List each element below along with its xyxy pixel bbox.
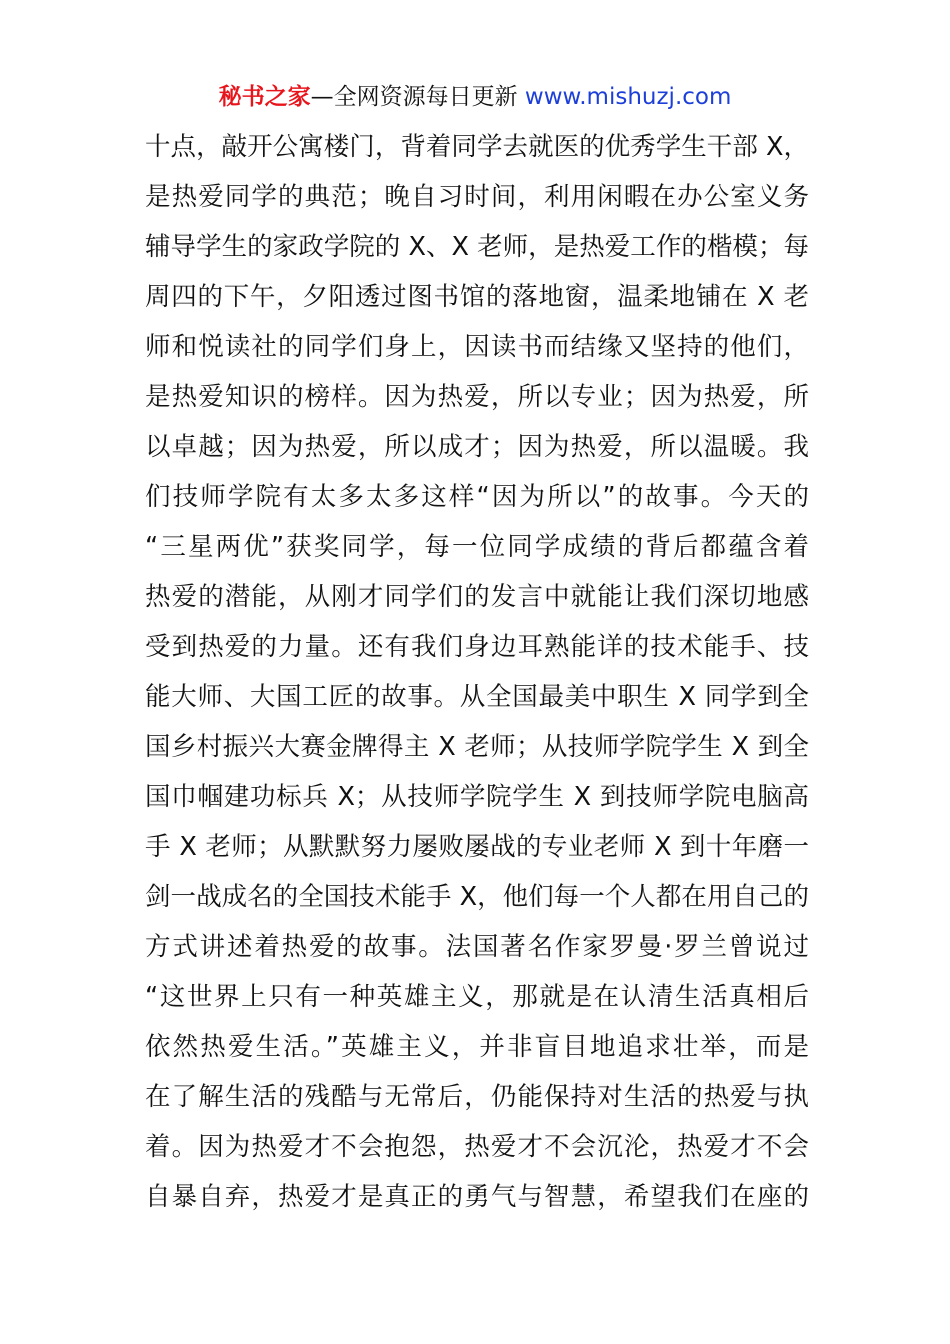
text-line: 是热爱同学的典范；晚自习时间，利用闲暇在办公室义务 (145, 182, 809, 212)
text-line: 周四的下午，夕阳透过图书馆的落地窗，温柔地铺在 X 老 (145, 282, 809, 312)
header-brand: 秘书之家 (218, 84, 311, 110)
text-line: 能大师、大国工匠的故事。从全国最美中职生 X 同学到全 (145, 682, 809, 712)
header-slogan: —全网资源每日更新 (310, 84, 525, 110)
text-line: 们技师学院有太多太多这样“因为所以”的故事。今天的 (145, 482, 809, 512)
text-line: 受到热爱的力量。还有我们身边耳熟能详的技术能手、技 (145, 632, 809, 662)
header-site-link[interactable]: www.mishuzj.com (524, 84, 732, 110)
text-line: 方式讲述着热爱的故事。法国著名作家罗曼·罗兰曾说过 (145, 932, 809, 962)
text-line: 是热爱知识的榜样。因为热爱，所以专业；因为热爱，所 (145, 382, 809, 412)
text-line: 以卓越；因为热爱，所以成才；因为热爱，所以温暖。我 (145, 432, 809, 462)
text-line: 十点，敲开公寓楼门，背着同学去就医的优秀学生干部 X， (145, 132, 809, 162)
text-line: 国巾帼建功标兵 X；从技师学院学生 X 到技师学院电脑高 (145, 782, 809, 812)
text-line: 国乡村振兴大赛金牌得主 X 老师；从技师学院学生 X 到全 (145, 732, 809, 762)
text-line: 在了解生活的残酷与无常后，仍能保持对生活的热爱与执 (145, 1082, 809, 1112)
text-line: 着。因为热爱才不会抱怨，热爱才不会沉沦，热爱才不会 (145, 1132, 809, 1162)
page-header (0, 80, 950, 114)
text-line: “三星两优”获奖同学，每一位同学成绩的背后都蕴含着 (145, 532, 809, 562)
text-line: 热爱的潜能，从刚才同学们的发言中就能让我们深切地感 (145, 582, 809, 612)
text-line: 剑一战成名的全国技术能手 X，他们每一个人都在用自己的 (145, 882, 809, 912)
text-line: 师和悦读社的同学们身上，因读书而结缘又坚持的他们， (145, 332, 809, 362)
body-paragraph (145, 127, 809, 1227)
text-line: 辅导学生的家政学院的 X、X 老师，是热爱工作的楷模；每 (145, 232, 809, 262)
text-line: “这世界上只有一种英雄主义，那就是在认清生活真相后 (145, 982, 809, 1012)
text-line: 手 X 老师；从默默努力屡败屡战的专业老师 X 到十年磨一 (145, 832, 809, 862)
text-line: 自暴自弃，热爱才是真正的勇气与智慧，希望我们在座的 (145, 1182, 809, 1212)
text-line: 依然热爱生活。”英雄主义，并非盲目地追求壮举，而是 (145, 1032, 809, 1062)
